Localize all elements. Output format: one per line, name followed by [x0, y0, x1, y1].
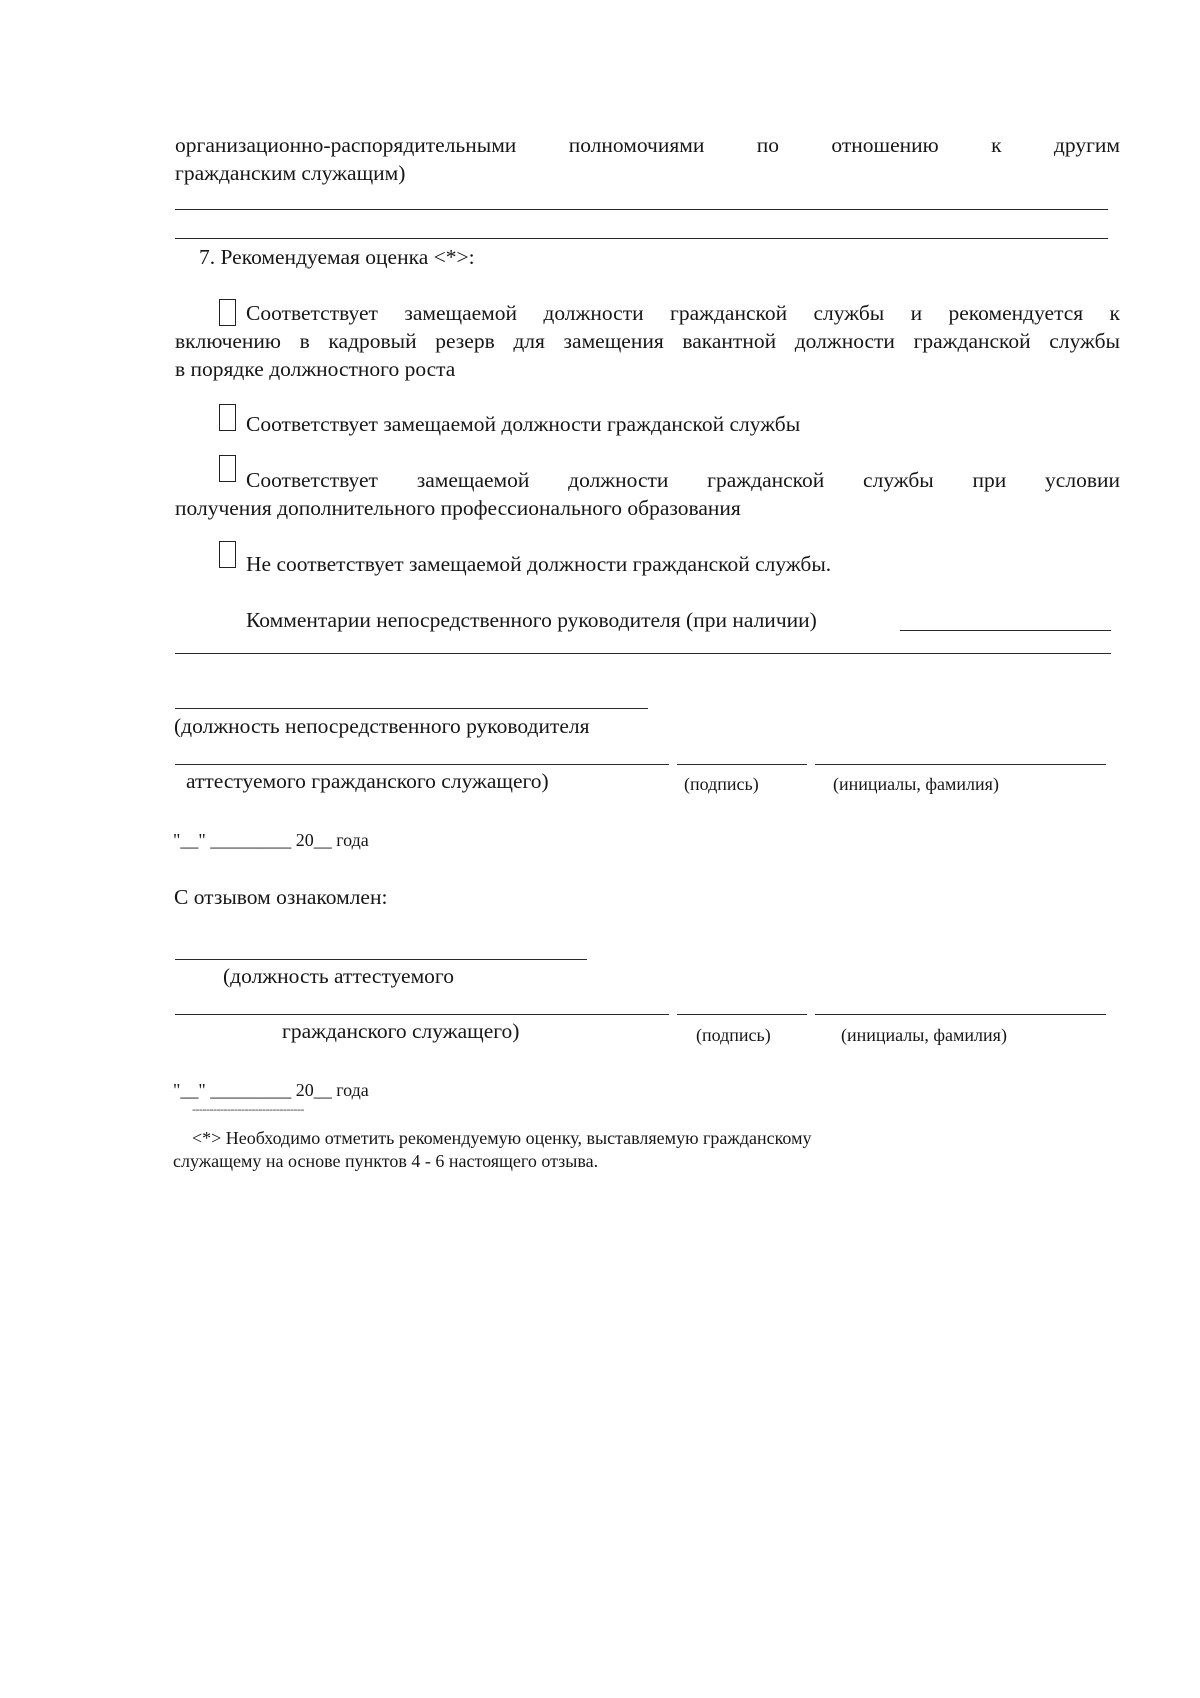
continuation-line-1: организационно-распорядительными полномочиями по отношению к другим	[175, 133, 1120, 157]
option-2-checkbox[interactable]	[219, 404, 236, 431]
employee-date: "__" _________ 20__ года	[173, 1080, 369, 1100]
continuation-line-2: гражданским служащим)	[175, 161, 406, 185]
option-1-line-3: в порядке должностного роста	[175, 357, 456, 381]
employee-name-label: (инициалы, фамилия)	[841, 1025, 1007, 1045]
option-1-checkbox[interactable]	[219, 299, 236, 326]
supervisor-name-label: (инициалы, фамилия)	[833, 774, 999, 794]
option-3-line-2: получения дополнительного профессионального образования	[175, 496, 741, 520]
footnote-line-2: служащему на основе пунктов 4 - 6 настоящего отзыва.	[173, 1151, 599, 1171]
supervisor-position-label-1: (должность непосредственного руководителя	[174, 714, 590, 738]
option-4-checkbox[interactable]	[219, 541, 236, 568]
supervisor-position-label-2: аттестуемого гражданского служащего)	[186, 769, 549, 793]
employee-signature-line[interactable]	[677, 1014, 807, 1015]
section-7-heading: 7. Рекомендуемая оценка <*>:	[199, 245, 475, 269]
option-4-label: Не соответствует замещаемой должности гражданской службы.	[246, 552, 832, 576]
option-3-line-1: Соответствует замещаемой должности гражданской службы при условии	[246, 468, 1120, 492]
footnote-line-1: <*> Необходимо отметить рекомендуемую оценку, выставляемую гражданскому	[192, 1128, 812, 1148]
footnote-separator: --------------------------------	[192, 1102, 304, 1116]
blank-line	[175, 959, 587, 960]
employee-name-line[interactable]	[815, 1014, 1106, 1015]
comments-input-line[interactable]	[900, 630, 1111, 631]
blank-line	[175, 209, 1108, 210]
option-1-line-1: Соответствует замещаемой должности гражданской службы и рекомендуется к	[246, 301, 1120, 325]
supervisor-signature-label: (подпись)	[684, 774, 759, 794]
option-1-line-2: включению в кадровый резерв для замещения вакантной должности гражданской службы	[175, 329, 1120, 353]
employee-position-line[interactable]	[175, 1014, 669, 1015]
blank-line	[175, 708, 648, 709]
employee-position-label-2: гражданского служащего)	[282, 1019, 520, 1043]
supervisor-date: "__" _________ 20__ года	[173, 830, 369, 850]
comments-continuation-line[interactable]	[175, 653, 1111, 654]
option-3-checkbox[interactable]	[219, 455, 236, 482]
acknowledgement-label: С отзывом ознакомлен:	[174, 885, 388, 909]
employee-signature-label: (подпись)	[696, 1025, 771, 1045]
comments-label: Комментарии непосредственного руководителя (при наличии)	[246, 608, 817, 632]
supervisor-signature-line[interactable]	[677, 764, 807, 765]
employee-position-label-1: (должность аттестуемого	[223, 964, 454, 988]
blank-line	[175, 238, 1108, 239]
supervisor-name-line[interactable]	[815, 764, 1106, 765]
supervisor-position-line[interactable]	[175, 764, 669, 765]
option-2-label: Соответствует замещаемой должности гражданской службы	[246, 412, 801, 436]
